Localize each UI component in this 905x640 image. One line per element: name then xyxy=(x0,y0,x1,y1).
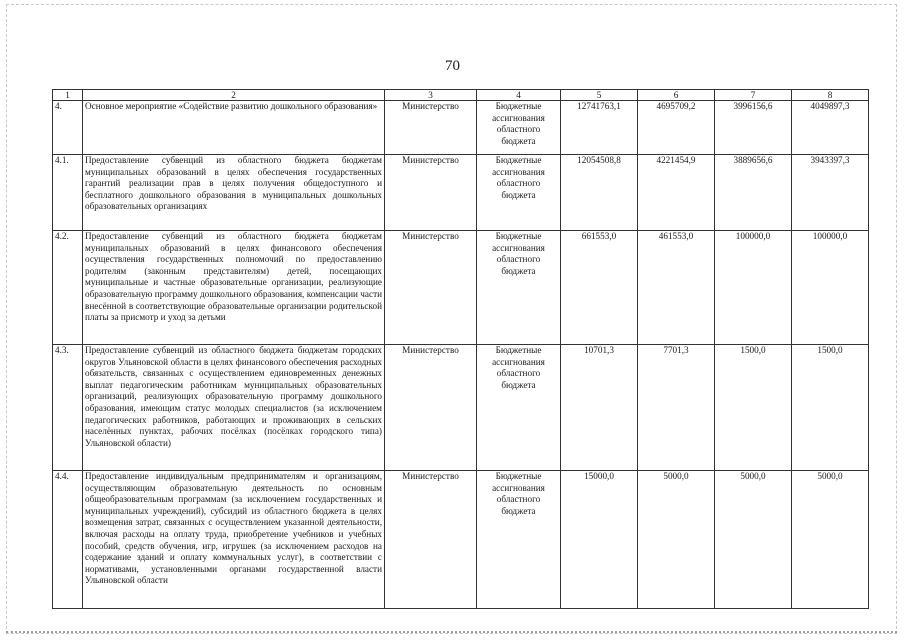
budget-table xyxy=(52,89,869,609)
header-cell: 6 xyxy=(638,90,715,101)
row-value-total: 12054508,8 xyxy=(561,155,638,231)
row-description: Предоставление субвенций из областного бюджета бюджетам муниципальных образований в целях обеспечения государственных гарантий реализации прав в целях получения общедоступного и бесплатного дошкольного образования в муниципальных дошкольных образовательных организациях xyxy=(83,155,385,231)
row-value-total: 661553,0 xyxy=(561,231,638,345)
header-cell: 5 xyxy=(561,90,638,101)
row-funding-source: Бюджетные ассигнования областного бюджета xyxy=(477,231,561,345)
row-funding-source: Бюджетные ассигнования областного бюджета xyxy=(477,345,561,471)
row-description: Предоставление индивидуальным предпринимателям и организациям, осуществляющим образовательную деятельность по основным общеобразовательным программам (за исключением государственных и муниципальных учреждений), субсидий из областного бюджета в целях возмещения затрат, связанных с осуществлением указанной деятельности, включая расходы на оплату труда, приобретение учебников и учебных пособий, средств обучения, игр, игрушек (за исключением расходов на содержание зданий и оплату коммунальных услуг), в соответствии с нормативами, установленными органами государственной власти Ульяновской области xyxy=(83,471,385,609)
row-value-year2: 3889656,6 xyxy=(715,155,792,231)
row-number: 4. xyxy=(53,101,83,155)
row-value-total: 15000,0 xyxy=(561,471,638,609)
scan-edge xyxy=(6,631,897,635)
header-cell: 2 xyxy=(83,90,385,101)
row-description: Предоставление субвенций из областного бюджета бюджетам городских округов Ульяновской области в целях финансового обеспечения расходных обязательств, связанных с осуществлением единовременных денежных выплат педагогическим работникам муниципальных образовательных организаций, реализующих образовательную программу дошкольного образования, имеющим статус молодых специалистов (за исключением педагогических работников, работающих и проживающих в сельских населённых пунктах, рабочих посёлках (посёлках городского типа) Ульяновской области) xyxy=(83,345,385,471)
row-funding-source: Бюджетные ассигнования областного бюджета xyxy=(477,101,561,155)
row-funding-source: Бюджетные ассигнования областного бюджета xyxy=(477,155,561,231)
row-executor: Министерство xyxy=(385,155,477,231)
row-executor: Министерство xyxy=(385,231,477,345)
row-value-year1: 461553,0 xyxy=(638,231,715,345)
row-number: 4.4. xyxy=(53,471,83,609)
row-value-year1: 4695709,2 xyxy=(638,101,715,155)
row-executor: Министерство xyxy=(385,471,477,609)
header-cell: 3 xyxy=(385,90,477,101)
row-value-year3: 5000,0 xyxy=(792,471,869,609)
header-cell: 1 xyxy=(53,90,83,101)
table-row xyxy=(53,101,869,155)
header-row xyxy=(53,90,869,101)
header-cell: 7 xyxy=(715,90,792,101)
row-value-year2: 1500,0 xyxy=(715,345,792,471)
row-description: Основное мероприятие «Содействие развитию дошкольного образования» xyxy=(83,101,385,155)
row-value-year3: 4049897,3 xyxy=(792,101,869,155)
page-number: 70 xyxy=(445,58,460,74)
row-number: 4.3. xyxy=(53,345,83,471)
row-value-year2: 100000,0 xyxy=(715,231,792,345)
row-value-year1: 5000,0 xyxy=(638,471,715,609)
table-row xyxy=(53,471,869,609)
row-value-total: 12741763,1 xyxy=(561,101,638,155)
header-cell: 8 xyxy=(792,90,869,101)
row-value-year3: 100000,0 xyxy=(792,231,869,345)
row-value-year3: 1500,0 xyxy=(792,345,869,471)
row-value-year1: 4221454,9 xyxy=(638,155,715,231)
row-executor: Министерство xyxy=(385,101,477,155)
header-cell: 4 xyxy=(477,90,561,101)
row-funding-source: Бюджетные ассигнования областного бюджета xyxy=(477,471,561,609)
table-row xyxy=(53,345,869,471)
row-description: Предоставление субвенций из областного бюджета бюджетам муниципальных образований в целях финансового обеспечения осуществления государственных полномочий по предоставлению родителям (законным представителям) детей, посещающих муниципальные и частные образовательные организации, реализующие образовательную программу дошкольного образования, компенсации части внесённой в соответствующие образовательные организации родительской платы за присмотр и уход за детьми xyxy=(83,231,385,345)
row-number: 4.2. xyxy=(53,231,83,345)
row-executor: Министерство xyxy=(385,345,477,471)
row-value-year2: 3996156,6 xyxy=(715,101,792,155)
row-value-year2: 5000,0 xyxy=(715,471,792,609)
row-value-year3: 3943397,3 xyxy=(792,155,869,231)
row-value-year1: 7701,3 xyxy=(638,345,715,471)
table-row xyxy=(53,155,869,231)
row-value-total: 10701,3 xyxy=(561,345,638,471)
row-number: 4.1. xyxy=(53,155,83,231)
table-row xyxy=(53,231,869,345)
